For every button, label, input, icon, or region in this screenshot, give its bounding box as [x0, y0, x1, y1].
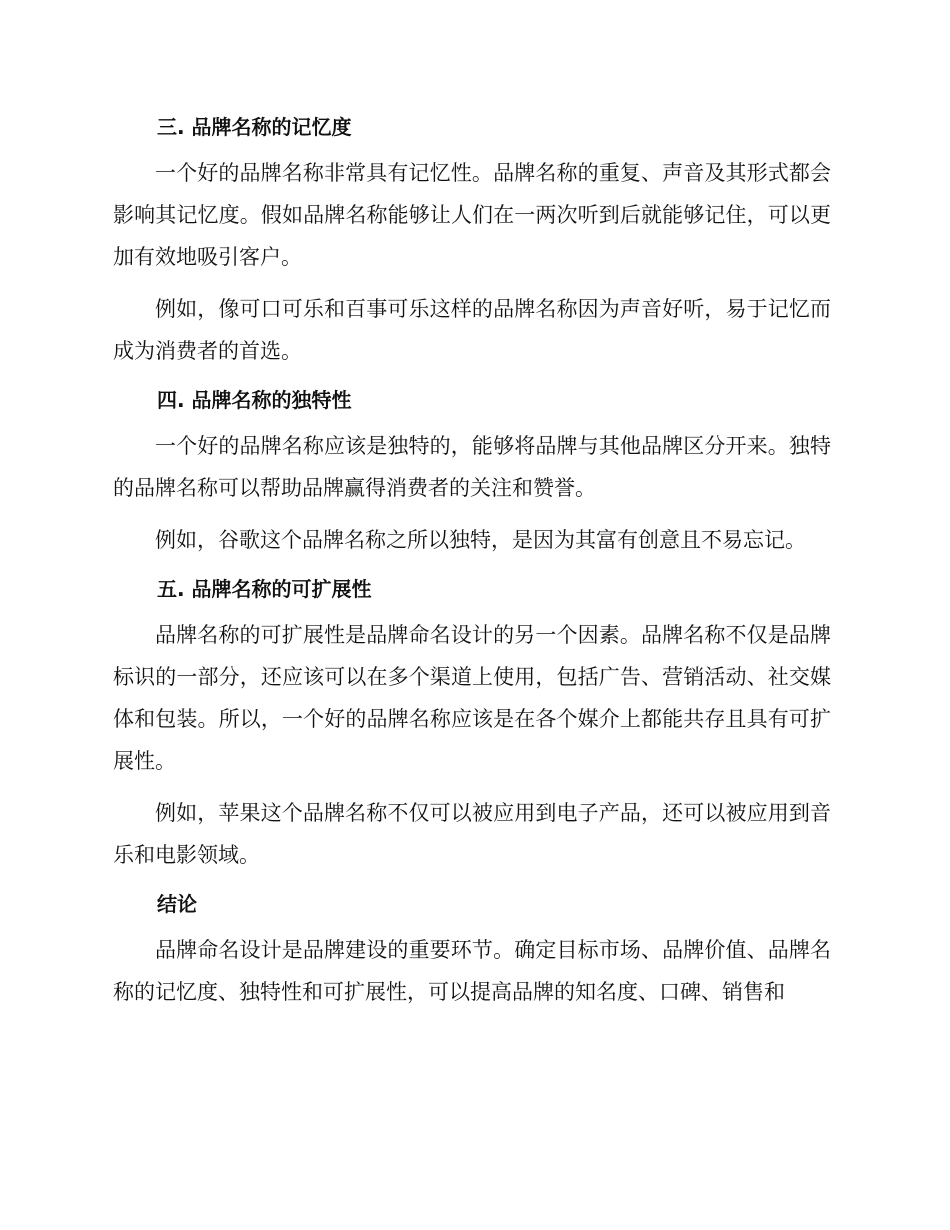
paragraph-uniqueness-example: 例如，谷歌这个品牌名称之所以独特，是因为其富有创意且不易忘记。 [155, 528, 806, 552]
paragraph-extensibility-body: 品牌名称的可扩展性是品牌命名设计的另一个因素。品牌名称不仅是品牌标识的一部分，还应该可以在多个渠道上使用，包括广告、营销活动、社交媒体和包装。所以，一个好的品牌名称应该是在各个媒介上都能共存且具有可扩展性。 [113, 623, 831, 773]
paragraph-conclusion-body: 品牌命名设计是品牌建设的重要环节。确定目标市场、品牌价值、品牌名称的记忆度、独特性和可扩展性，可以提高品牌的知名度、口碑、销售和 [113, 938, 831, 1004]
section-heading-extensibility: 五. 品牌名称的可扩展性 [157, 577, 372, 601]
paragraph-uniqueness-body: 一个好的品牌名称应该是独特的，能够将品牌与其他品牌区分开来。独特的品牌名称可以帮助品牌赢得消费者的关注和赞誉。 [113, 434, 831, 500]
paragraph-memorability-example: 例如，像可口可乐和百事可乐这样的品牌名称因为声音好听，易于记忆而成为消费者的首选。 [113, 297, 831, 363]
document-page [113, 108, 831, 1013]
section-heading-uniqueness: 四. 品牌名称的独特性 [157, 388, 352, 412]
section-heading-conclusion: 结论 [157, 892, 197, 916]
paragraph-memorability-body: 一个好的品牌名称非常具有记忆性。品牌名称的重复、声音及其形式都会影响其记忆度。假如品牌名称能够让人们在一两次听到后就能够记住，可以更加有效地吸引客户。 [113, 161, 831, 269]
paragraph-extensibility-example: 例如，苹果这个品牌名称不仅可以被应用到电子产品，还可以被应用到音乐和电影领域。 [113, 801, 831, 867]
section-heading-memorability: 三. 品牌名称的记忆度 [157, 115, 352, 139]
